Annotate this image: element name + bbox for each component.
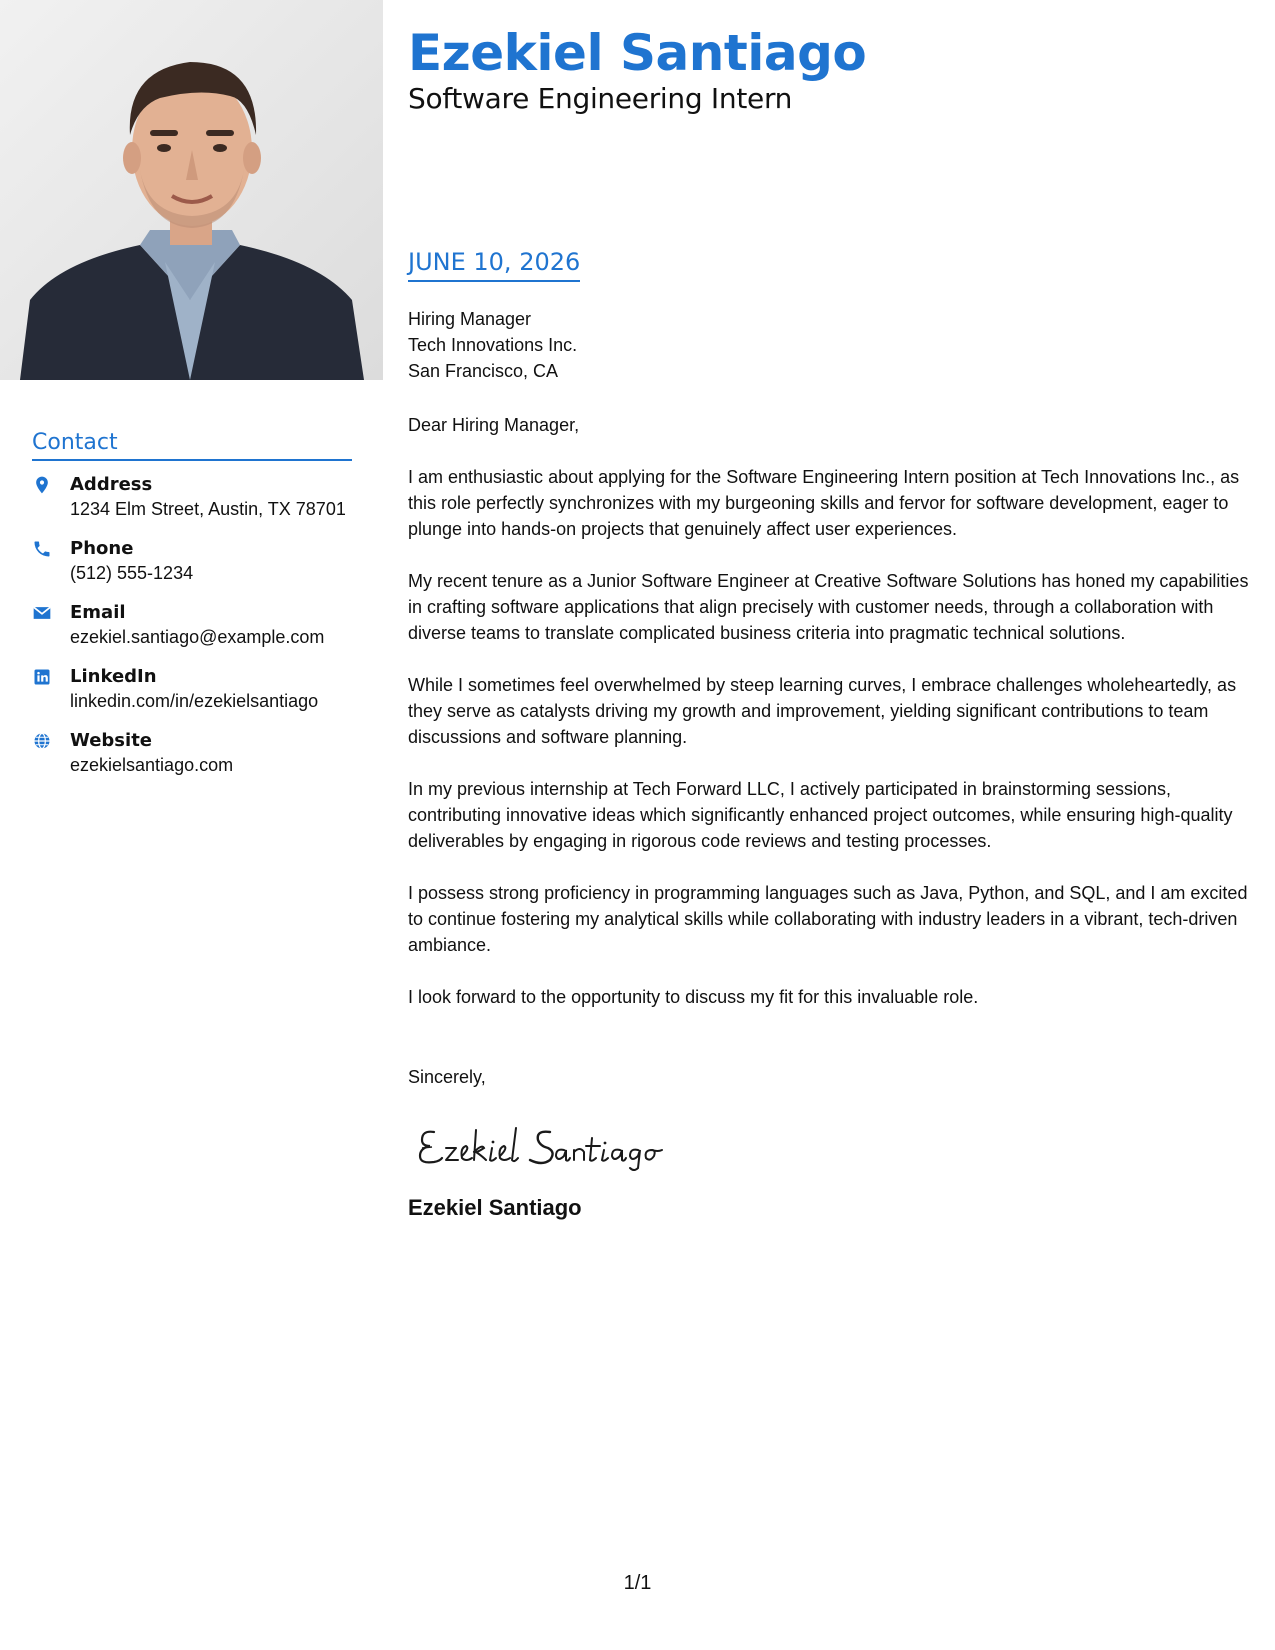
phone-icon: [32, 537, 70, 585]
map-pin-icon: [32, 473, 70, 521]
handwritten-signature: [412, 1118, 672, 1172]
contact-item-website: [32, 729, 352, 777]
contact-item-phone: [32, 537, 352, 585]
contact-label: Email: [70, 602, 126, 623]
recipient-line: San Francisco, CA: [408, 361, 559, 381]
recipient-line: Tech Innovations Inc.: [408, 335, 578, 355]
recipient-line: Hiring Manager: [408, 309, 532, 329]
recipient-block: [408, 306, 1253, 384]
contact-label: Address: [70, 474, 153, 495]
job-title: Software Engineering Intern: [408, 82, 793, 115]
paragraph: I look forward to the opportunity to discuss my fit for this invaluable role.: [408, 987, 979, 1007]
paragraph: I possess strong proficiency in programming languages such as Java, Python, and SQL, and I am excited to continue fostering my analytical skills while collaborating with industry leaders in a vibrant, tech-driven ambiance.: [408, 883, 1248, 955]
paragraph: In my previous internship at Tech Forward LLC, I actively participated in brainstorming sessions, contributing innovative ideas which significantly enhanced project outcomes, while ensuring high-quality deliverables by engaging in rigorous code reviews and testing processes.: [408, 779, 1233, 851]
linkedin-icon: [32, 665, 70, 713]
sidebar: [32, 430, 352, 793]
signature-image: [412, 1118, 672, 1172]
envelope-icon: [32, 601, 70, 649]
applicant-name: Ezekiel Santiago: [408, 24, 867, 82]
paragraph: While I sometimes feel overwhelmed by steep learning curves, I embrace challenges wholeheartedly, as they serve as catalysts driving my growth and improvement, yielding significant contributions to team discussions and software planning.: [408, 675, 1237, 747]
contact-item-email: [32, 601, 352, 649]
paragraph: My recent tenure as a Junior Software Engineer at Creative Software Solutions has honed my capabilities in crafting software applications that align precisely with customer needs, through a collaboration with diverse teams to translate complicated business criteria into pragmatic technical solutions.: [408, 571, 1249, 643]
closing: Sincerely,: [408, 1067, 486, 1087]
salutation: Dear Hiring Manager,: [408, 415, 580, 435]
linkedin-value[interactable]: linkedin.com/in/ezekielsantiago: [70, 691, 319, 711]
profile-photo: [0, 0, 383, 380]
contact-heading: Contact: [32, 430, 352, 461]
contact-label: Website: [70, 730, 153, 751]
page-number: 1/1: [623, 1572, 652, 1594]
contact-list: [32, 473, 352, 777]
contact-item-linkedin: [32, 665, 352, 713]
signer-name: Ezekiel Santiago: [408, 1195, 582, 1220]
phone-value: (512) 555-1234: [70, 563, 194, 583]
letter-body: [408, 306, 1253, 1222]
letter-date: JUNE 10, 2026: [408, 248, 580, 282]
contact-label: LinkedIn: [70, 666, 157, 687]
email-value[interactable]: ezekiel.santiago@example.com: [70, 627, 325, 647]
website-value[interactable]: ezekielsantiago.com: [70, 755, 234, 775]
address-value: 1234 Elm Street, Austin, TX 78701: [70, 499, 346, 519]
paragraph: I am enthusiastic about applying for the Software Engineering Intern position at Tech Innovations Inc., as this role perfectly synchronizes with my burgeoning skills and fervor for software development, eager to plunge into hands-on projects that genuinely affect user experiences.: [408, 467, 1240, 539]
contact-item-address: [32, 473, 352, 521]
letter-header: [408, 22, 1253, 116]
contact-label: Phone: [70, 538, 134, 559]
globe-icon: [32, 729, 70, 777]
portrait-image: [0, 0, 383, 380]
